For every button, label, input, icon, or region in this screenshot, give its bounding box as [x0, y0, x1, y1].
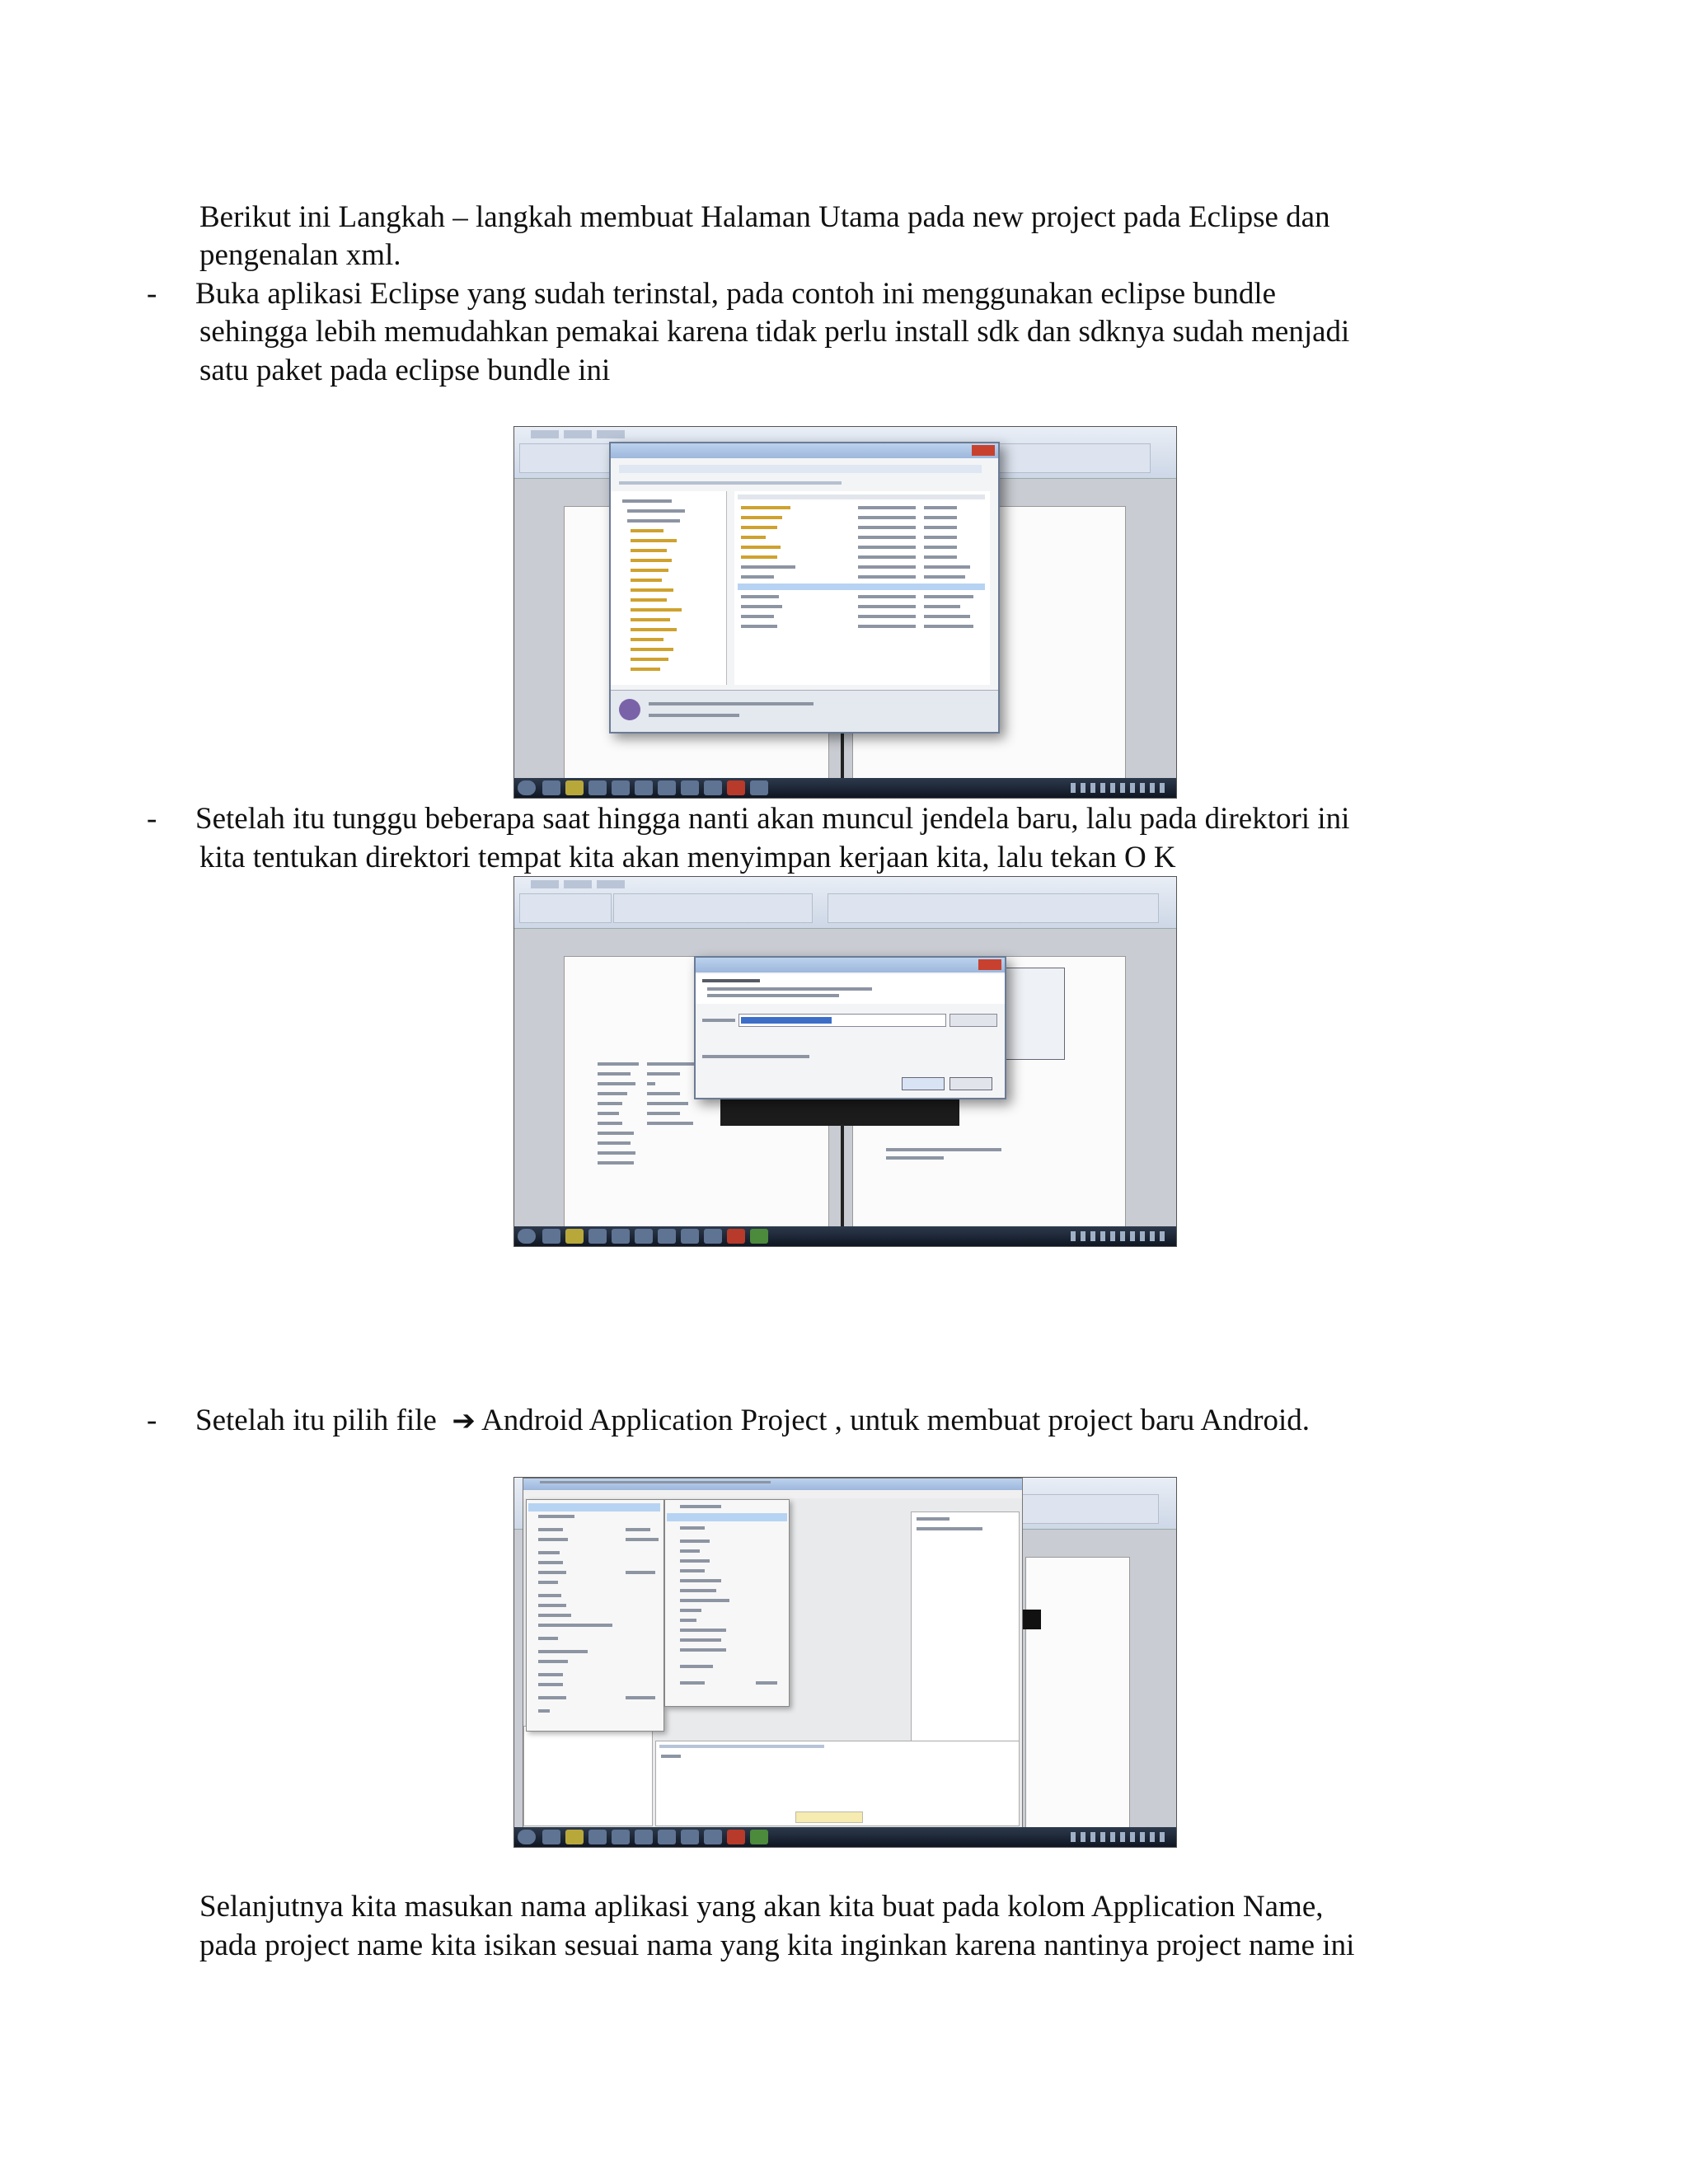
word-ribbon [514, 877, 1176, 929]
bullet2-line-2: kita tentukan direktori tempat kita akan menyimpan kerjaan kita, lalu tekan O K [199, 841, 1176, 874]
figure-eclipse-file-menu-screenshot [513, 1477, 1177, 1848]
windows-taskbar [514, 1827, 1176, 1847]
arrow-right-icon: ➔ [452, 1404, 476, 1437]
close-icon [978, 959, 1001, 970]
file-list [734, 491, 990, 685]
figure-workspace-launcher-screenshot [513, 876, 1177, 1247]
closing-line-2: pada project name kita isikan sesuai nama yang kita inginkan karena nantinya project name ini [199, 1929, 1355, 1962]
package-explorer-panel [523, 1726, 653, 1826]
explorer-window [609, 442, 1000, 733]
bullet1-line-2: sehingga lebih memudahkan pemakai karena tidak perlu install sdk dan sdknya sudah menjadi [199, 315, 1350, 349]
bullet-dash-3: - [147, 1404, 157, 1437]
bullet3-text-before: Setelah itu pilih file [195, 1404, 437, 1437]
file-icon [619, 699, 640, 720]
file-menu[interactable] [526, 1499, 664, 1732]
bullet3-text-after: Android Application Project , untuk membuat project baru Android. [481, 1404, 1311, 1437]
figure-explorer-screenshot [513, 426, 1177, 799]
windows-taskbar [514, 778, 1176, 798]
status-bar [795, 1811, 863, 1823]
close-icon [972, 445, 995, 456]
outline-panel [911, 1511, 1020, 1769]
bullet1-line-3: satu paket pada eclipse bundle ini [199, 354, 611, 387]
closing-line-1: Selanjutnya kita masukan nama aplikasi yang akan kita buat pada kolom Application Name, [199, 1890, 1324, 1924]
cancel-button[interactable] [950, 1077, 992, 1090]
browse-button[interactable] [950, 1014, 997, 1027]
intro-line-2: pengenalan xml. [199, 238, 401, 272]
doc-page-right [1025, 1557, 1130, 1830]
ok-button[interactable] [902, 1077, 945, 1090]
bullet-dash-1: - [147, 277, 157, 311]
bullet2-line-1: Setelah itu tunggu beberapa saat hingga nanti akan muncul jendela baru, lalu pada direktori ini [195, 802, 1350, 836]
windows-taskbar [514, 1226, 1176, 1246]
bullet-dash-2: - [147, 802, 157, 836]
new-submenu[interactable] [664, 1499, 790, 1707]
workspace-launcher-dialog [694, 956, 1006, 1099]
folder-tree [611, 491, 727, 685]
bullet1-line-1: Buka aplikasi Eclipse yang sudah terinstal, pada contoh ini menggunakan eclipse bundle [195, 277, 1277, 311]
background-window [1001, 968, 1065, 1060]
workspace-path-field[interactable] [738, 1014, 946, 1027]
bullet3-line [195, 1401, 1448, 1441]
intro-line-1: Berikut ini Langkah – langkah membuat Halaman Utama pada new project pada Eclipse dan [199, 200, 1330, 234]
